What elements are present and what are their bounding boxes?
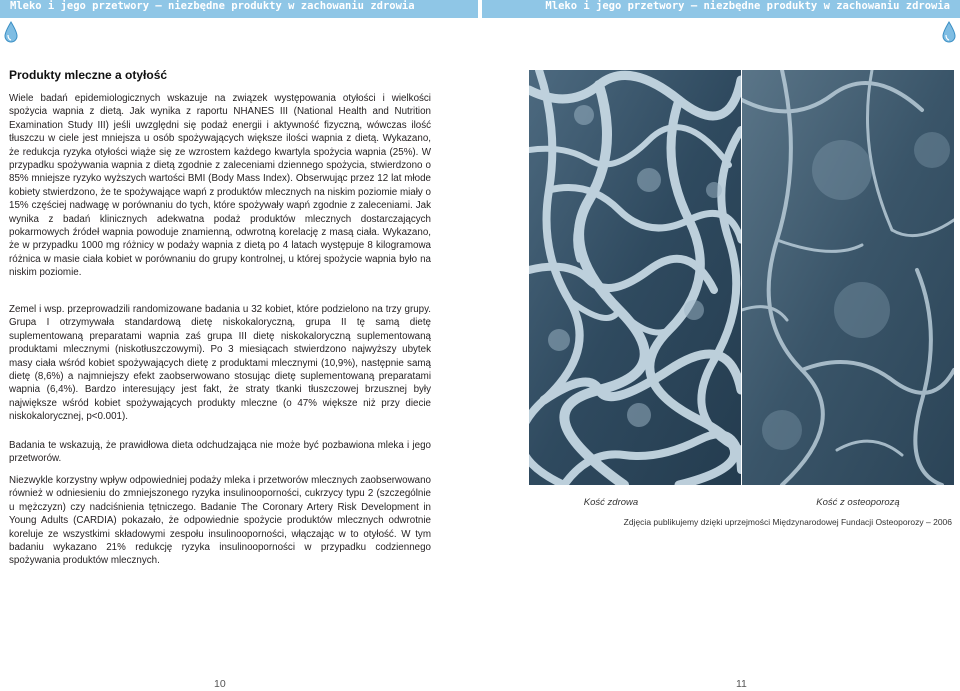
caption-healthy-bone: Kość zdrowa (583, 497, 639, 508)
healthy-bone-photo (529, 70, 741, 485)
section-title: Produkty mleczne a otyłość (9, 68, 168, 82)
page-number-left: 10 (214, 678, 226, 690)
running-header-left: Mleko i jego przetwory – niezbędne produkty w zachowaniu zdrowia (0, 0, 478, 18)
paragraph-zemel-study: Zemel i wsp. przeprowadzili randomizowane badania u 32 kobiet, które podzielono na trzy grupy. Grupa I otrzymywała standardową dietę niskokaloryczną, grupa II tę samą dietę suplementowaną preparatami wapnia zaś grupa III dietę niskokaloryczną suplementowaną produktami mlecznymi (niskotłuszczowymi). Po 3 miesiącach stwierdzono najwyższy ubytek masy ciała wśród kobiet spożywających dietę z produktami mlecznymi (10,9%), następnie samą dietę (8,6%) a najmniejszy efekt zaobserwowano stosując dietę suplementowaną preparatami wapnia (6,4%). Bardzo interesujący jest fakt, że straty tkanki tłuszczowej brzusznej były największe wśród kobiet spożywających produkty mleczne (o 47% większe niż przy diecie niskokalorycznej, p<0.001). (9, 304, 431, 423)
paragraph-obesity-studies: Wiele badań epidemiologicznych wskazuje na związek występowania otyłości i wielkości spożycia wapnia z dietą. Jak wynika z raportu NHANES III (National Health and Nutrition Examination Study III) jeśli uwzględni się podaż energii i aktywność fizyczną, wówczas ilość tłuszczu w ciele jest mniejsza u osób spożywających większe ilości wapnia z dietą. Wykazano, że redukcja ryzyka otyłości wiąże się ze wzrostem każdego kwartyla spożycia wapnia (25%). W przypadku spożywania wapnia z dietą zgodnie z zaleceniami dziennego spożycia, stwierdzono o 85% mniejsze ryzyko wyższych wartości BMI (Body Mass Index). Obserwując przez 12 lat młode kobiety stwierdzono, że te spożywające wapń z produktów mlecznych na niskim poziomie miały o 15% częściej nadwagę w porównaniu do tych, które spożywały wapń zgodnie z zaleceniami. Jak wynika z badań klinicznych adekwatna podaż produktów mlecznych dostarczających pokarmowych źródeł wapnia powoduje znamienną, odwrotną korelację z masą ciała. Wykazano, że w przypadku 1000 mg różnicy w podaży wapnia z dietą po 4 latach występuje 8 kilogramowa różnica w masie ciała kobiet w porównaniu do grupy kontrolnej, u której spożycie wapnia było na niskim poziomie. (9, 93, 431, 279)
water-drop-icon (942, 21, 956, 43)
photo-credit: Zdjęcia publikujemy dzięki uprzejmości Międzynarodowej Fundacji Osteoporozy – 2006 (623, 517, 952, 527)
osteoporotic-bone-photo (742, 70, 954, 485)
page-number-right: 11 (736, 678, 747, 690)
paragraph-cardia-study: Niezwykle korzystny wpływ odpowiedniej podaży mleka i przetworów mlecznych zaobserwowano również w odniesieniu do zmniejszonego ryzyka insulinooporności, cukrzycy typu 2 (szczególnie u mężczyzn) czy nadciśnienia tętniczego. Badanie The Coronary Artery Risk Development in Young Adults (CARDIA) pokazało, że odpowiednie spożycie produktów mlecznych odwrotnie koreluje ze wszystkimi składowymi zespołu insulinooporności, włączając w to otyłość. W tym badaniu wykazano 21% redukcję ryzyka insulinooporności w przypadku codziennego spożywania produktów mlecznych. (9, 475, 431, 567)
paragraph-conclusion: Badania te wskazują, że prawidłowa dieta odchudzająca nie może być pozbawiona mleka i jego przetworów. (9, 440, 431, 465)
water-drop-icon (4, 21, 18, 43)
caption-osteoporotic-bone: Kość z osteoporozą (816, 497, 900, 508)
running-header-right: Mleko i jego przetwory – niezbędne produkty w zachowaniu zdrowia (482, 0, 960, 18)
